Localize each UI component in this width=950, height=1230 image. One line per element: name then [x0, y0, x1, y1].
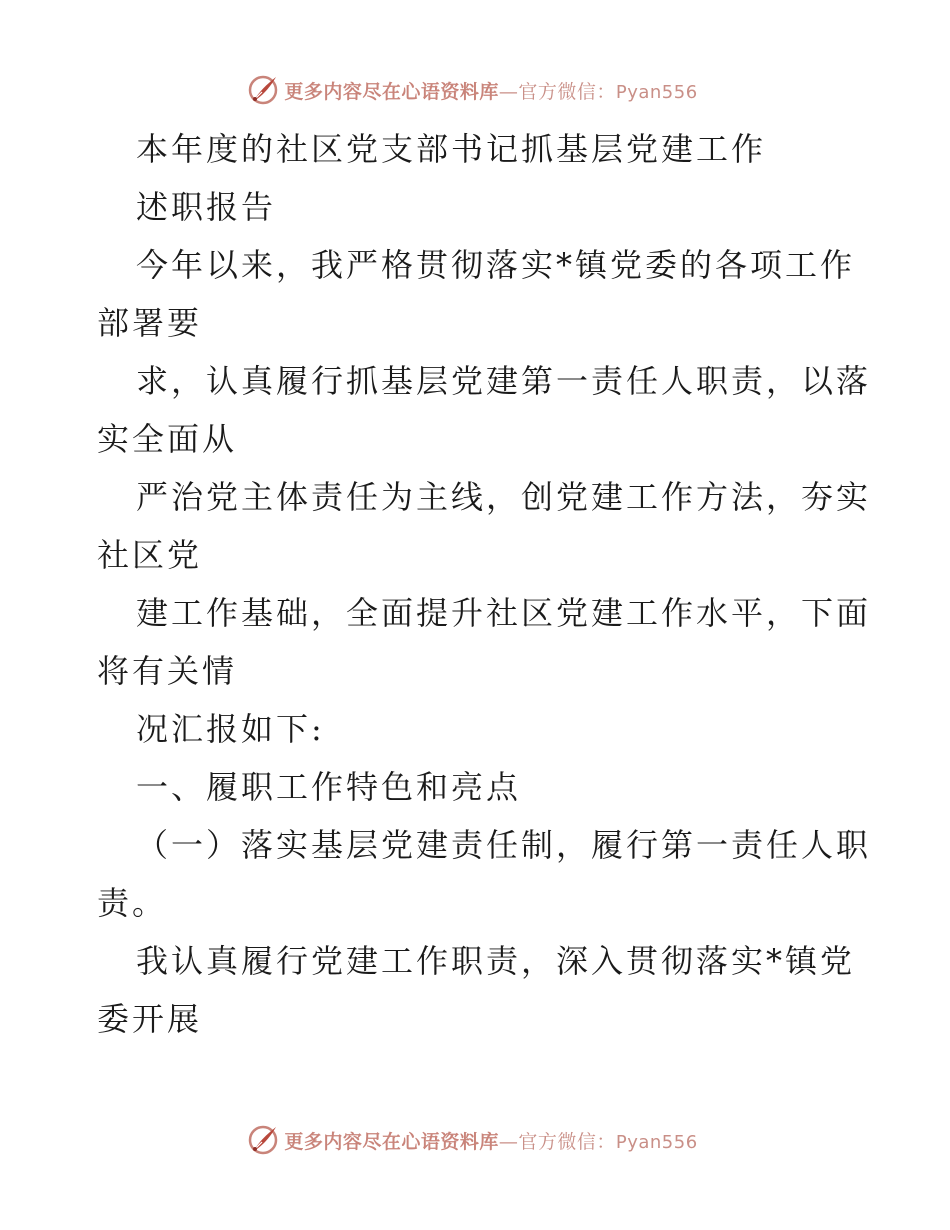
text-line: 部署要	[97, 304, 203, 342]
watermark-text	[284, 1127, 697, 1154]
footer-watermark	[0, 1120, 950, 1160]
text-line: 述职报告	[136, 188, 277, 226]
text-line: 社区党	[97, 536, 203, 574]
watermark-site-name: 更多内容尽在心语资料库	[284, 1130, 499, 1153]
text-line: 责。	[97, 884, 168, 922]
text-line: 我认真履行党建工作职责，深入贯彻落实*镇党	[136, 942, 856, 980]
watermark-text	[284, 77, 697, 104]
text-line: 委开展	[97, 1000, 203, 1038]
watermark-wechat-label: 官方微信：	[518, 1130, 616, 1153]
text-line: 今年以来，我严格贯彻落实*镇党委的各项工作	[136, 246, 856, 284]
text-line: 况汇报如下:	[136, 710, 325, 748]
text-line: 将有关情	[97, 652, 238, 690]
watermark-dash: —	[498, 80, 519, 103]
text-line: （一）落实基层党建责任制，履行第一责任人职	[136, 826, 872, 864]
text-line: 实全面从	[97, 420, 238, 458]
text-line: 建工作基础，全面提升社区党建工作水平，下面	[136, 594, 872, 632]
document-body	[97, 120, 872, 1048]
watermark-wechat-label: 官方微信：	[518, 80, 616, 103]
text-line: 求，认真履行抓基层党建第一责任人职责，以落	[136, 362, 872, 400]
header-watermark	[0, 70, 950, 110]
text-line: 本年度的社区党支部书记抓基层党建工作	[136, 130, 767, 168]
watermark-wechat-id: Pyan556	[615, 81, 698, 103]
text-line: 一、履职工作特色和亮点	[136, 768, 522, 806]
watermark-dash: —	[498, 1130, 519, 1153]
watermark-site-name: 更多内容尽在心语资料库	[284, 80, 499, 103]
text-line: 严治党主体责任为主线，创党建工作方法，夯实	[136, 478, 872, 516]
quill-pen-logo-icon	[246, 1123, 280, 1157]
watermark-wechat-id: Pyan556	[615, 1131, 698, 1153]
quill-pen-logo-icon	[246, 73, 280, 107]
